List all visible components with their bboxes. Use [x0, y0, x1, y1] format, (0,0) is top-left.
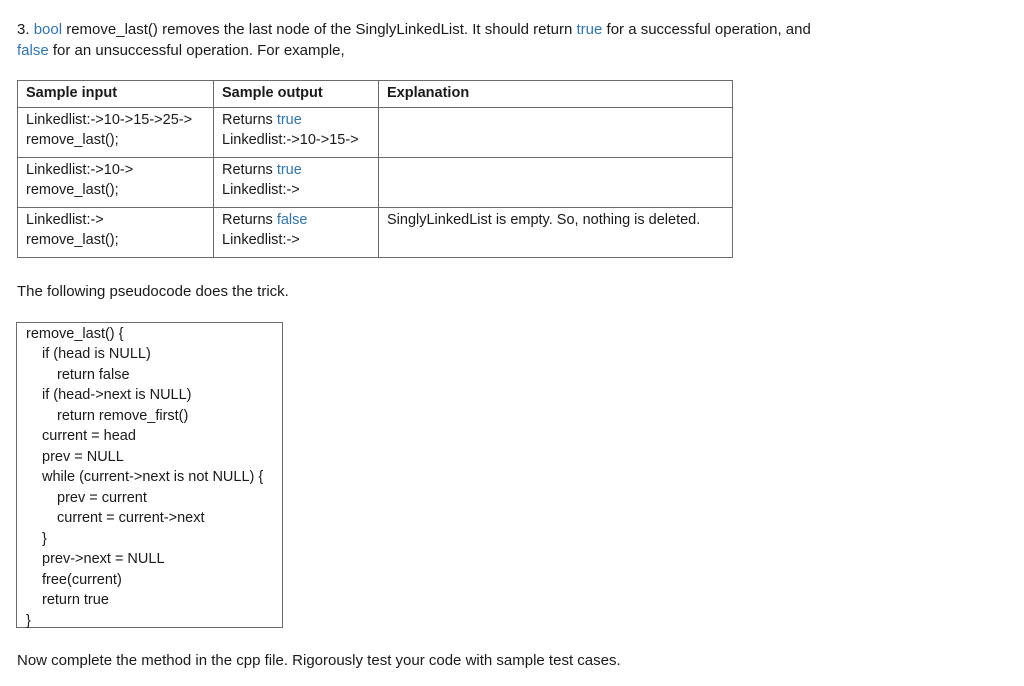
code-line: free(current): [42, 572, 122, 588]
output-return-value: false: [276, 211, 308, 228]
input-list: Linkedlist:->10->15->25->: [26, 111, 193, 128]
keyword-true: true: [576, 21, 603, 38]
input-list: Linkedlist:->: [26, 211, 104, 228]
input-call: remove_last();: [26, 132, 119, 148]
output-list: Linkedlist:->: [222, 182, 300, 198]
input-list: Linkedlist:->10->: [26, 161, 134, 178]
table-row: [18, 107, 733, 157]
output-list: Linkedlist:->10->15->: [222, 132, 359, 148]
sample-input-cell: [18, 207, 214, 257]
input-call: remove_last();: [26, 182, 119, 198]
explanation-cell: [379, 157, 733, 207]
output-return-value: true: [276, 111, 302, 128]
table-row: [18, 157, 733, 207]
table-header-row: [18, 81, 733, 108]
code-line: }: [26, 613, 31, 629]
pseudocode-box: [16, 322, 283, 628]
sample-output-cell: [214, 207, 379, 257]
output-returns: Returns: [222, 211, 273, 228]
code-line: if (head is NULL): [42, 346, 151, 362]
sample-input-cell: [18, 107, 214, 157]
code-line: while (current->next is not NULL) {: [42, 469, 264, 485]
code-line: prev->next = NULL: [42, 551, 165, 567]
output-returns: Returns: [222, 111, 273, 128]
code-line: return false: [57, 367, 130, 383]
code-line: }: [42, 531, 47, 547]
closing-instruction: Now complete the method in the cpp file. Rigorously test your code with sample test cases.: [17, 652, 621, 669]
sample-input-cell: [18, 157, 214, 207]
explanation-cell: SinglyLinkedList is empty. So, nothing is deleted.: [379, 207, 733, 257]
keyword-false: false: [17, 42, 49, 59]
output-returns: Returns: [222, 161, 273, 178]
code-line: remove_last() {: [26, 326, 124, 342]
pseudocode-intro: The following pseudocode does the trick.: [17, 283, 289, 300]
header-sample-input: Sample input: [18, 81, 214, 108]
task-text-part1: remove_last() removes the last node of the SinglyLinkedList. It should return: [66, 21, 573, 38]
output-return-value: true: [276, 161, 302, 178]
code-line: prev = current: [57, 490, 147, 506]
output-list: Linkedlist:->: [222, 232, 300, 248]
header-explanation: Explanation: [379, 81, 733, 108]
sample-output-cell: [214, 157, 379, 207]
task-description: [17, 19, 977, 61]
sample-table: [17, 80, 733, 258]
table-row: [18, 207, 733, 257]
code-line: if (head->next is NULL): [42, 387, 192, 403]
code-line: prev = NULL: [42, 449, 124, 465]
input-call: remove_last();: [26, 232, 119, 248]
keyword-bool: bool: [33, 21, 63, 38]
explanation-cell: [379, 107, 733, 157]
header-sample-output: Sample output: [214, 81, 379, 108]
code-line: current = current->next: [57, 510, 205, 526]
task-number: 3.: [17, 21, 30, 38]
code-line: current = head: [42, 428, 136, 444]
code-line: return remove_first(): [57, 408, 189, 424]
code-line: return true: [42, 592, 109, 608]
task-text-part2: for a successful operation, and: [606, 21, 811, 38]
task-text-part3: for an unsuccessful operation. For example,: [52, 42, 345, 59]
sample-output-cell: [214, 107, 379, 157]
